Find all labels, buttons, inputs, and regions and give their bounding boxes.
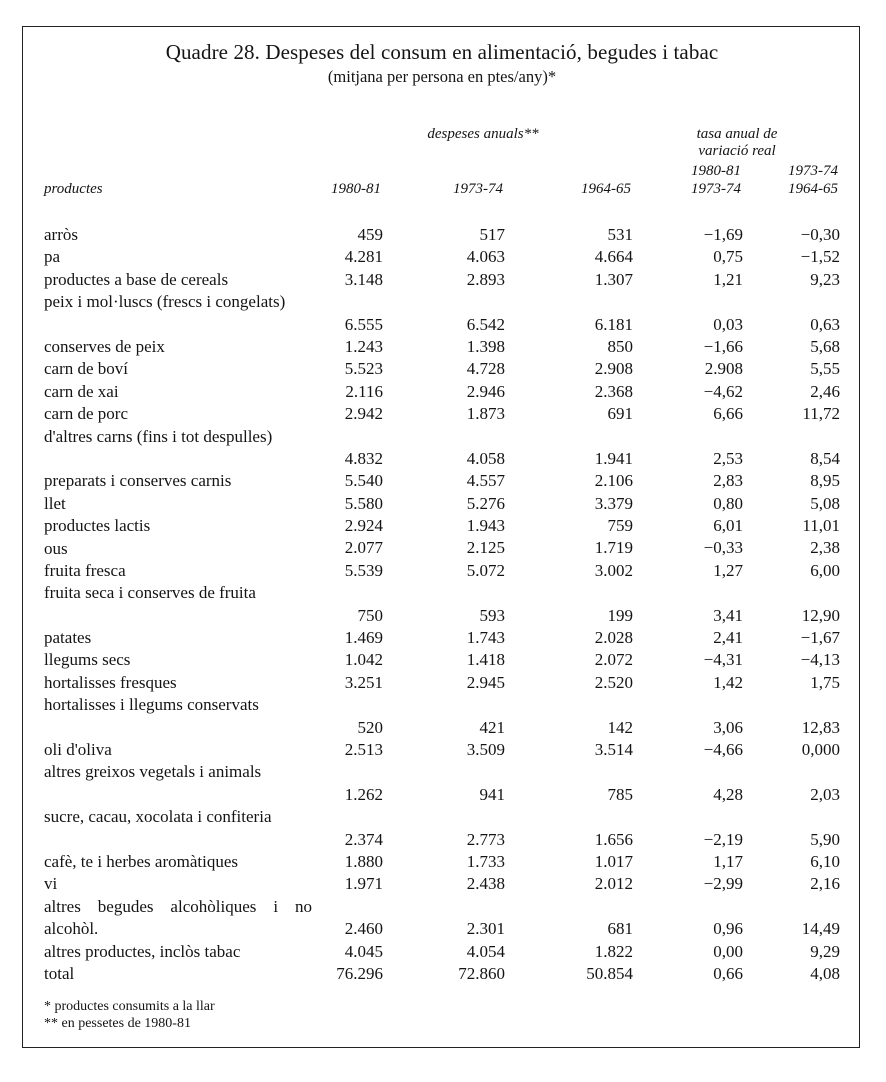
row-value: 2.942 <box>344 404 383 424</box>
row-value: 6.555 <box>344 314 383 334</box>
header-rate2-line1: 1973-74 <box>788 163 838 179</box>
row-value: 1.262 <box>344 784 383 804</box>
row-label: d'altres carns (fins i tot despulles) <box>44 426 273 446</box>
row-value: 5,55 <box>810 359 840 379</box>
row-value: 2.125 <box>466 538 505 558</box>
footnote: ** en pessetes de 1980-81 <box>44 1016 191 1031</box>
row-value: −1,67 <box>800 628 840 648</box>
row-label: cafè, te i herbes aromàtiques <box>44 852 238 872</box>
row-label: total <box>44 964 75 983</box>
row-label: hortalisses fresques <box>44 672 177 692</box>
row-value: 691 <box>607 404 633 424</box>
table-row <box>23 694 861 739</box>
row-label: hortalisses i llegums conservats <box>44 695 259 715</box>
table-row <box>23 649 861 671</box>
row-value: 3,41 <box>713 605 743 625</box>
row-value: 9,23 <box>810 269 840 289</box>
row-value: 941 <box>479 784 505 804</box>
row-value: 759 <box>607 516 633 536</box>
row-value: −1,69 <box>703 224 743 244</box>
row-label: carn de xai <box>44 381 119 401</box>
row-label: vi <box>44 874 58 894</box>
row-value: 4.557 <box>466 471 505 491</box>
row-value: 1.943 <box>466 516 505 536</box>
row-value: 2.520 <box>594 672 633 692</box>
row-label: altres greixos vegetals i animals <box>44 762 262 782</box>
table-row <box>23 560 861 582</box>
row-label: preparats i conserves carnis <box>44 471 232 491</box>
row-value: 5,90 <box>810 829 840 849</box>
row-label: oli d'oliva <box>44 740 112 760</box>
row-label: fruita seca i conserves de fruita <box>44 583 256 603</box>
row-value: 142 <box>607 717 633 737</box>
header-col-1980-81: 1980-81 <box>331 181 381 197</box>
table-row <box>23 336 861 358</box>
row-value: 785 <box>607 784 633 804</box>
row-value: 5.276 <box>466 493 505 513</box>
row-value: 2.438 <box>466 874 505 894</box>
header-group-rate-line2: variació real <box>698 143 776 159</box>
row-value: 1.822 <box>594 941 633 961</box>
row-value: 4.063 <box>466 247 505 267</box>
row-value: 1.398 <box>466 336 505 356</box>
row-value: 3.148 <box>344 269 383 289</box>
row-label: carn de porc <box>44 404 129 424</box>
table-row <box>23 381 861 403</box>
row-value: 4,08 <box>810 963 840 983</box>
row-value: 1.243 <box>344 336 383 356</box>
row-value: 4.281 <box>344 247 383 267</box>
row-value: 2.908 <box>704 359 743 379</box>
row-value: 3.251 <box>344 672 383 692</box>
row-value: 2.908 <box>594 359 633 379</box>
row-value: 4.728 <box>466 359 505 379</box>
row-value: 1.743 <box>466 628 505 648</box>
row-value: 4,28 <box>713 784 743 804</box>
row-label: patates <box>44 628 92 648</box>
row-value: −0,30 <box>800 224 840 244</box>
row-value: 1,21 <box>713 269 743 289</box>
row-value: 1.017 <box>594 852 633 872</box>
row-value: 2,16 <box>810 874 840 894</box>
row-value: 4.664 <box>594 247 633 267</box>
row-value: 1.873 <box>466 404 505 424</box>
row-value: 3.379 <box>594 493 633 513</box>
row-value: 2.924 <box>344 516 383 536</box>
row-value: 1.971 <box>344 874 383 894</box>
row-value: 2,38 <box>810 538 840 558</box>
row-value: 850 <box>607 336 633 356</box>
row-label: sucre, cacau, xocolata i confiteria <box>44 807 272 827</box>
row-value: 2.946 <box>466 381 505 401</box>
table-row <box>23 358 861 380</box>
row-label: carn de boví <box>44 359 129 379</box>
row-value: 199 <box>607 605 633 625</box>
row-value: 2.773 <box>466 829 505 849</box>
row-value: 1.880 <box>344 852 383 872</box>
row-value: 2.368 <box>594 381 633 401</box>
header-col-1964-65: 1964-65 <box>581 181 631 197</box>
row-label: pa <box>44 247 61 267</box>
header-group-spending: despeses anuals** <box>427 126 539 142</box>
row-value: 6,66 <box>713 404 743 424</box>
row-value: 8,95 <box>810 471 840 491</box>
row-value: 9,29 <box>810 941 840 961</box>
header-col-1973-74: 1973-74 <box>453 181 503 197</box>
row-value: 4.832 <box>344 448 383 468</box>
row-value: 5.540 <box>344 471 383 491</box>
row-value: 2.028 <box>594 628 633 648</box>
table-row <box>23 963 861 985</box>
row-value: 2.077 <box>344 538 383 558</box>
row-value: 12,90 <box>801 605 840 625</box>
table-row <box>23 224 861 246</box>
row-value: 1,17 <box>713 852 743 872</box>
row-value: 1,75 <box>810 672 840 692</box>
row-value: 0,63 <box>810 314 840 334</box>
row-value: 0,00 <box>713 941 743 961</box>
row-value: 0,80 <box>713 493 743 513</box>
row-value: −4,66 <box>703 740 743 760</box>
table-row <box>23 941 861 963</box>
row-value: 5.580 <box>344 493 383 513</box>
table-row <box>23 515 861 537</box>
header-rate2-line2: 1964-65 <box>788 181 838 197</box>
row-value: 2.513 <box>344 740 383 760</box>
row-value: 5.072 <box>466 560 505 580</box>
row-value: 2.106 <box>594 471 633 491</box>
row-value: 0,03 <box>713 314 743 334</box>
table-row <box>23 806 861 851</box>
row-value: 8,54 <box>810 448 840 468</box>
row-value: −1,66 <box>703 336 743 356</box>
row-value: 50.854 <box>586 963 633 983</box>
row-value: 2,03 <box>810 784 840 804</box>
row-label: altres begudes alcohòliques i no alcohòl. <box>44 896 312 939</box>
row-value: 1.941 <box>594 448 633 468</box>
table-row <box>23 896 861 941</box>
row-value: 12,83 <box>801 717 840 737</box>
row-value: 6,01 <box>713 516 743 536</box>
row-value: 11,72 <box>802 404 840 424</box>
row-value: 14,49 <box>801 919 840 939</box>
row-value: 1.719 <box>594 538 633 558</box>
row-value: 593 <box>479 605 505 625</box>
row-value: 2,41 <box>713 628 743 648</box>
table-row <box>23 672 861 694</box>
row-value: 6,10 <box>810 852 840 872</box>
row-label: conserves de peix <box>44 336 165 356</box>
row-label: llet <box>44 493 66 513</box>
table-row <box>23 426 861 471</box>
row-value: −4,13 <box>800 650 840 670</box>
row-value: 6.181 <box>594 314 633 334</box>
row-value: 0,000 <box>801 740 840 760</box>
row-value: 3.514 <box>594 740 633 760</box>
row-value: 11,01 <box>802 516 840 536</box>
table-row <box>23 851 861 873</box>
row-value: 2,46 <box>810 381 840 401</box>
row-label: productes a base de cereals <box>44 269 229 289</box>
table-row <box>23 246 861 268</box>
row-value: 1.418 <box>466 650 505 670</box>
table-row <box>23 873 861 895</box>
header-rate1-line1: 1980-81 <box>691 163 741 179</box>
table-row <box>23 739 861 761</box>
header-rate1-line2: 1973-74 <box>691 181 741 197</box>
row-value: 750 <box>357 605 383 625</box>
row-value: −2,19 <box>703 829 743 849</box>
data-table <box>23 224 861 985</box>
row-value: 76.296 <box>336 963 383 983</box>
table-subtitle: (mitjana per persona en ptes/any)* <box>327 67 557 86</box>
row-value: 2.945 <box>466 672 505 692</box>
row-value: 1,42 <box>713 672 743 692</box>
row-value: 2.374 <box>344 829 383 849</box>
footnotes <box>44 998 215 1032</box>
row-value: 5,68 <box>810 336 840 356</box>
row-value: −4,62 <box>703 381 743 401</box>
row-value: −4,31 <box>703 650 743 670</box>
row-value: 1.733 <box>466 852 505 872</box>
row-value: 1.469 <box>344 628 383 648</box>
row-label: ous <box>44 538 68 558</box>
table-title: Quadre 28. Despeses del consum en alimentació, begudes i tabac <box>165 40 719 64</box>
row-value: 421 <box>479 717 505 737</box>
row-value: 6.542 <box>466 314 505 334</box>
row-value: 2.072 <box>594 650 633 670</box>
row-value: 2.301 <box>466 919 505 939</box>
row-value: 2.893 <box>466 269 505 289</box>
row-value: 3,06 <box>713 717 743 737</box>
table-row <box>23 470 861 492</box>
table-row <box>23 403 861 425</box>
row-value: 5.539 <box>344 560 383 580</box>
table-row <box>23 761 861 806</box>
table-row <box>23 538 861 560</box>
row-value: 2.116 <box>345 381 383 401</box>
row-value: 1.307 <box>594 269 633 289</box>
table-frame <box>22 26 860 1048</box>
footnote: * productes consumits a la llar <box>44 999 215 1014</box>
row-value: 0,66 <box>713 963 743 983</box>
row-value: 681 <box>607 919 633 939</box>
row-value: 0,75 <box>713 247 743 267</box>
row-label: llegums secs <box>44 650 131 670</box>
row-label: productes lactis <box>44 516 151 536</box>
row-label: arròs <box>44 225 78 244</box>
row-value: −0,33 <box>703 538 743 558</box>
row-value: 1.656 <box>594 829 633 849</box>
row-value: 1.042 <box>344 650 383 670</box>
row-value: 2.012 <box>594 874 633 894</box>
table-row <box>23 582 861 627</box>
table-row <box>23 291 861 336</box>
row-value: 0,96 <box>713 919 743 939</box>
row-value: 4.054 <box>466 941 505 961</box>
row-value: −1,52 <box>800 247 840 267</box>
table-row <box>23 493 861 515</box>
row-label: peix i mol·luscs (frescs i congelats) <box>44 292 286 312</box>
row-value: 5.523 <box>344 359 383 379</box>
header-group-rate-line1: tasa anual de <box>696 126 778 142</box>
row-label: altres productes, inclòs tabac <box>44 941 241 961</box>
row-value: 1,27 <box>713 560 743 580</box>
row-value: 4.058 <box>466 448 505 468</box>
row-value: 3.002 <box>594 560 633 580</box>
row-value: 5,08 <box>810 493 840 513</box>
table-row <box>23 627 861 649</box>
row-value: 2,53 <box>713 448 743 468</box>
row-value: 2.460 <box>344 919 383 939</box>
row-value: 6,00 <box>810 560 840 580</box>
row-value: 520 <box>357 717 383 737</box>
row-value: 531 <box>607 224 633 244</box>
table-row <box>23 269 861 291</box>
row-value: −2,99 <box>703 874 743 894</box>
row-value: 517 <box>479 224 505 244</box>
row-value: 2,83 <box>713 471 743 491</box>
row-label: fruita fresca <box>44 560 126 580</box>
row-value: 72.860 <box>458 963 505 983</box>
header-products: productes <box>44 181 103 197</box>
row-value: 4.045 <box>344 941 383 961</box>
row-value: 459 <box>357 224 383 244</box>
row-value: 3.509 <box>466 740 505 760</box>
